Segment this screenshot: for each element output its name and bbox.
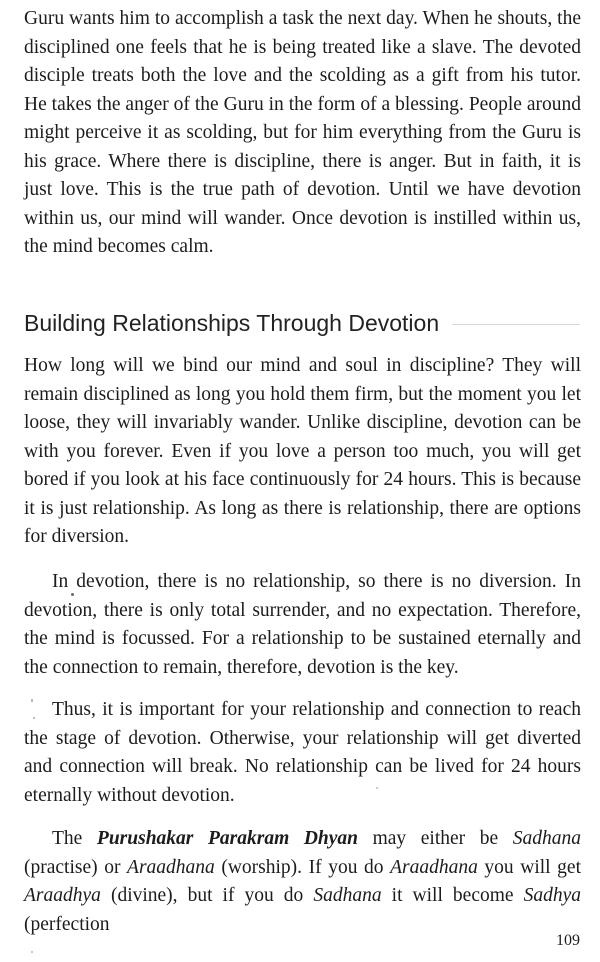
paragraph-guru-discipline: Guru wants him to accomplish a task the next day. When he shouts, the disciplined one feels that he is being treated like a slave. The devoted disciple treats both the love and the scolding as a gift from his tutor. He takes the anger of the Guru in the form of a blessing. People around might perceive it as scolding, but for him everything from the Guru is his grace. Where there is discipline, there is anger. But in faith, it is just love. This is the true path of devotion. Until we have devotion within us, our mind will wander. Once devotion is instilled within us, the mind becomes calm. bbox=[24, 8, 581, 257]
section-heading: Building Relationships Through Devotion bbox=[24, 310, 440, 336]
p5-text-2: may either be bbox=[358, 828, 513, 849]
paragraph-stage-of-devotion bbox=[24, 696, 581, 810]
paragraph-no-diversion: In devotion, there is no relationship, so there is no diversion. In devotion, there is only total surrender, and no expectation. Therefore, the mind is focussed. For a relationship to be sustained eternally and the connection to remain, therefore, devotion is the key. bbox=[24, 571, 581, 678]
term-sadhana: Sadhana bbox=[512, 828, 581, 849]
scan-speck bbox=[71, 593, 74, 596]
paragraph-discipline-question: How long will we bind our mind and soul in discipline? They will remain disciplined as long you hold them firm, but the moment you let loose, they will invariably wander. Unlike discipline, devotion can be with you forever. Even if you love a person too much, you will get bored if you look at his face continuously for 24 hours. This is because it is just relationship. As long as there is relationship, there are options for diversion. bbox=[24, 355, 581, 547]
term-purushakar-parakram-dhyan: Purushakar Parakram Dhyan bbox=[96, 828, 359, 849]
term-araadhana-2: Araadhana bbox=[390, 856, 478, 878]
scan-speck bbox=[33, 717, 35, 719]
p5-text-1: The bbox=[52, 828, 97, 849]
paragraph-stage-of-devotion-text: Thus, it is important for your relationship and connection to reach the stage of devotion. Otherwise, your relationship will get diverted and connection will break. No relationship can be lived for 24 hours eternally without devotion. bbox=[24, 699, 581, 806]
page-number: 109 bbox=[556, 932, 580, 949]
heading-rule bbox=[452, 324, 580, 325]
paragraph-dhyan bbox=[24, 825, 581, 939]
p5-text-8: (perfection bbox=[24, 913, 110, 935]
p5-text-4: (worship). If you do bbox=[214, 856, 391, 878]
scan-speck bbox=[376, 787, 378, 789]
p5-text-3: (practise) or bbox=[24, 856, 128, 878]
p5-text-7: it will become bbox=[381, 885, 524, 906]
term-sadhya: Sadhya bbox=[523, 885, 581, 906]
term-araadhana: Araadhana bbox=[127, 856, 215, 878]
term-sadhana-2: Sadhana bbox=[313, 885, 382, 906]
p5-text-5: you will get bbox=[477, 856, 581, 878]
p5-text-6: (divine), but if you do bbox=[100, 885, 314, 906]
term-araadhya: Araadhya bbox=[24, 885, 101, 906]
scan-speck bbox=[31, 699, 33, 702]
scan-speck bbox=[31, 951, 33, 953]
